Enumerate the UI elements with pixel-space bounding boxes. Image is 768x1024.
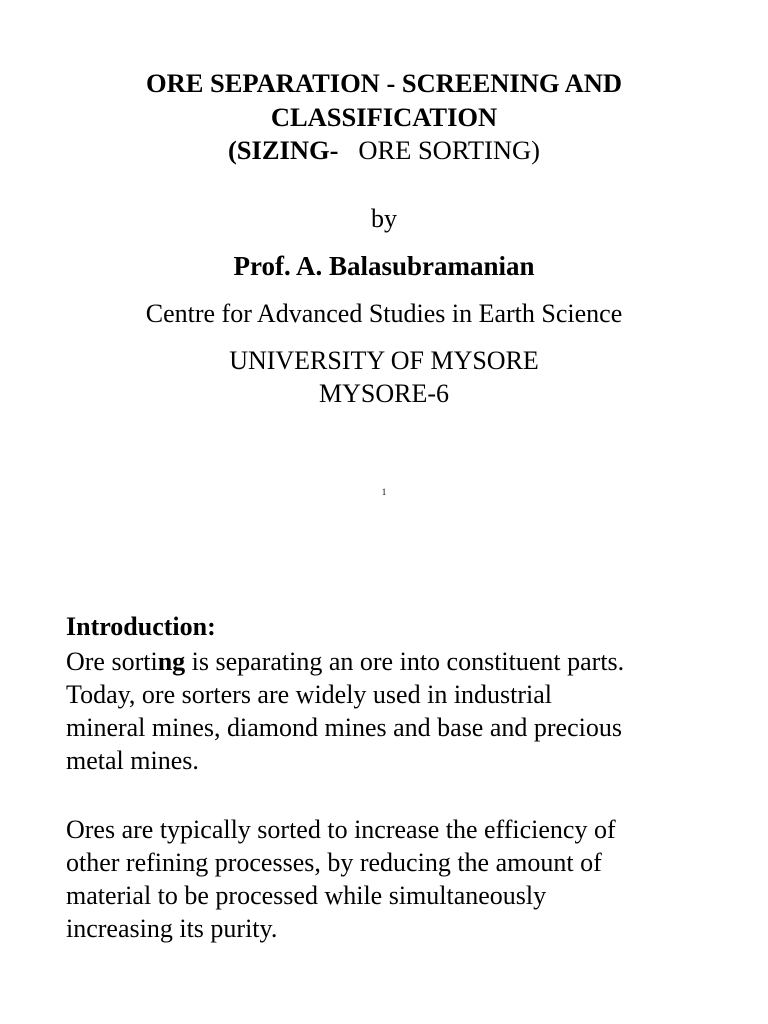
- introduction-heading: Introduction:: [66, 612, 216, 641]
- university: UNIVERSITY OF MYSORE: [229, 346, 539, 375]
- paragraph-1-line-2: Today, ore sorters are widely used in industrial: [66, 680, 553, 709]
- paragraph-2-line-1: Ores are typically sorted to increase the efficiency of: [66, 815, 616, 844]
- title-line-3: [0, 137, 768, 164]
- paragraph-1-line-3: mineral mines, diamond mines and base and precious: [66, 713, 622, 742]
- paragraph-1-line-4: metal mines.: [66, 746, 199, 775]
- paragraph-1-line-1: Ore sorting is separating an ore into constituent parts.: [66, 647, 625, 676]
- department: Centre for Advanced Studies in Earth Science: [145, 299, 623, 328]
- author-name: Prof. A. Balasubramanian: [233, 251, 535, 281]
- paragraph-2-line-3: material to be processed while simultaneously: [66, 881, 547, 910]
- paragraph-2-line-2: other refining processes, by reducing the amount of: [66, 848, 602, 877]
- title-line-2: CLASSIFICATION: [270, 102, 498, 132]
- title-sizing: (SIZING-: [227, 135, 339, 165]
- introduction-paragraph-2: [66, 813, 746, 945]
- title-ore-sorting: ORE SORTING): [358, 135, 541, 165]
- page-number: 1: [381, 487, 387, 497]
- city: MYSORE-6: [318, 379, 449, 408]
- paragraph-2-line-4: increasing its purity.: [66, 914, 278, 943]
- byline: by: [371, 204, 397, 233]
- introduction-paragraph-1: [66, 645, 746, 777]
- title-line-1: ORE SEPARATION - SCREENING AND: [145, 68, 623, 98]
